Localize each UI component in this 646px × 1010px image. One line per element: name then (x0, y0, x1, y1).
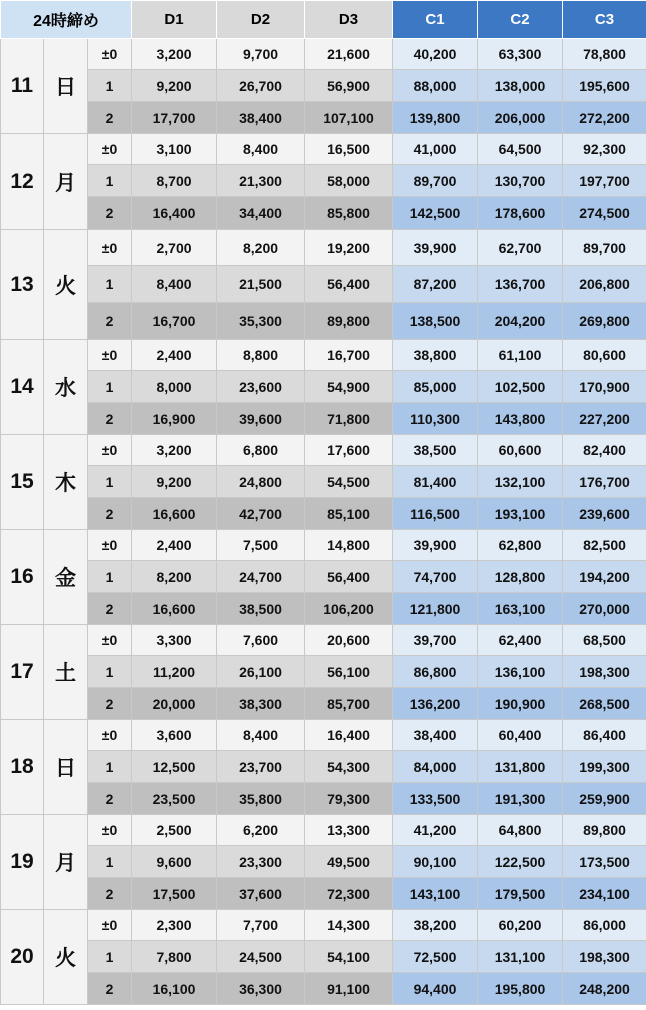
table-row (1, 435, 646, 466)
value-cell: 8,400 (217, 134, 305, 165)
date-cell: 18 (1, 720, 44, 815)
col-header-d3: D3 (305, 1, 393, 39)
value-cell: 136,700 (478, 266, 563, 303)
value-cell: 8,400 (217, 720, 305, 751)
table-row (1, 878, 646, 910)
value-cell: 259,900 (563, 783, 646, 815)
value-cell: 24,800 (217, 466, 305, 498)
value-cell: 206,800 (563, 266, 646, 303)
value-cell: 131,800 (478, 751, 563, 783)
date-cell: 13 (1, 230, 44, 340)
table-row (1, 165, 646, 197)
value-cell: 49,500 (305, 846, 393, 878)
weekday-cell: 月 (44, 134, 88, 230)
value-cell: 21,600 (305, 39, 393, 70)
value-cell: 80,600 (563, 340, 646, 371)
value-cell: 56,900 (305, 70, 393, 102)
value-cell: 79,300 (305, 783, 393, 815)
value-cell: 3,600 (132, 720, 217, 751)
value-cell: 131,100 (478, 941, 563, 973)
value-cell: 14,300 (305, 910, 393, 941)
value-cell: 16,600 (132, 498, 217, 530)
value-cell: 16,400 (305, 720, 393, 751)
value-cell: 90,100 (393, 846, 478, 878)
level-cell: 1 (88, 466, 132, 498)
value-cell: 35,800 (217, 783, 305, 815)
level-cell: 2 (88, 102, 132, 134)
value-cell: 56,400 (305, 561, 393, 593)
value-cell: 38,300 (217, 688, 305, 720)
value-cell: 197,700 (563, 165, 646, 197)
level-cell: 1 (88, 165, 132, 197)
value-cell: 8,700 (132, 165, 217, 197)
value-cell: 136,100 (478, 656, 563, 688)
level-cell: 1 (88, 846, 132, 878)
table-row (1, 941, 646, 973)
value-cell: 8,400 (132, 266, 217, 303)
value-cell: 38,400 (393, 720, 478, 751)
value-cell: 3,100 (132, 134, 217, 165)
table-row (1, 910, 646, 941)
value-cell: 86,000 (563, 910, 646, 941)
table-row (1, 625, 646, 656)
value-cell: 143,800 (478, 403, 563, 435)
value-cell: 23,500 (132, 783, 217, 815)
value-cell: 62,700 (478, 230, 563, 266)
value-cell: 122,500 (478, 846, 563, 878)
value-cell: 56,400 (305, 266, 393, 303)
table-row (1, 656, 646, 688)
value-cell: 138,500 (393, 303, 478, 340)
table-row (1, 751, 646, 783)
table-row (1, 466, 646, 498)
value-cell: 6,800 (217, 435, 305, 466)
col-header-c3: C3 (563, 1, 646, 39)
value-cell: 16,100 (132, 973, 217, 1005)
level-cell: 1 (88, 266, 132, 303)
value-cell: 133,500 (393, 783, 478, 815)
table-row (1, 102, 646, 134)
value-cell: 72,300 (305, 878, 393, 910)
level-cell: ±0 (88, 435, 132, 466)
value-cell: 81,400 (393, 466, 478, 498)
value-cell: 40,200 (393, 39, 478, 70)
table-row (1, 39, 646, 70)
table-row (1, 846, 646, 878)
level-cell: 1 (88, 656, 132, 688)
value-cell: 136,200 (393, 688, 478, 720)
value-cell: 7,600 (217, 625, 305, 656)
value-cell: 60,400 (478, 720, 563, 751)
value-cell: 274,500 (563, 197, 646, 230)
value-cell: 17,700 (132, 102, 217, 134)
value-cell: 9,200 (132, 466, 217, 498)
level-cell: 2 (88, 973, 132, 1005)
value-cell: 92,300 (563, 134, 646, 165)
value-cell: 16,600 (132, 593, 217, 625)
table-row (1, 973, 646, 1005)
level-cell: 1 (88, 561, 132, 593)
table-row (1, 197, 646, 230)
weekday-cell: 土 (44, 625, 88, 720)
value-cell: 94,400 (393, 973, 478, 1005)
table-row (1, 720, 646, 751)
value-cell: 64,500 (478, 134, 563, 165)
value-cell: 3,300 (132, 625, 217, 656)
level-cell: 2 (88, 783, 132, 815)
value-cell: 24,500 (217, 941, 305, 973)
value-cell: 38,200 (393, 910, 478, 941)
value-cell: 54,300 (305, 751, 393, 783)
level-cell: 1 (88, 371, 132, 403)
value-cell: 84,000 (393, 751, 478, 783)
value-cell: 88,000 (393, 70, 478, 102)
value-cell: 176,700 (563, 466, 646, 498)
date-cell: 14 (1, 340, 44, 435)
value-cell: 8,800 (217, 340, 305, 371)
value-cell: 2,500 (132, 815, 217, 846)
table-row (1, 303, 646, 340)
value-cell: 23,700 (217, 751, 305, 783)
value-cell: 62,400 (478, 625, 563, 656)
level-cell: ±0 (88, 625, 132, 656)
weekday-cell: 木 (44, 435, 88, 530)
value-cell: 13,300 (305, 815, 393, 846)
value-cell: 128,800 (478, 561, 563, 593)
value-cell: 85,000 (393, 371, 478, 403)
col-header-d2: D2 (217, 1, 305, 39)
value-cell: 82,400 (563, 435, 646, 466)
weekday-cell: 日 (44, 720, 88, 815)
level-cell: ±0 (88, 340, 132, 371)
col-header-c1: C1 (393, 1, 478, 39)
value-cell: 239,600 (563, 498, 646, 530)
value-cell: 20,600 (305, 625, 393, 656)
value-cell: 16,900 (132, 403, 217, 435)
value-cell: 179,500 (478, 878, 563, 910)
value-cell: 20,000 (132, 688, 217, 720)
value-cell: 41,200 (393, 815, 478, 846)
value-cell: 116,500 (393, 498, 478, 530)
level-cell: 1 (88, 751, 132, 783)
weekday-cell: 水 (44, 340, 88, 435)
value-cell: 39,700 (393, 625, 478, 656)
value-cell: 37,600 (217, 878, 305, 910)
value-cell: 248,200 (563, 973, 646, 1005)
value-cell: 23,600 (217, 371, 305, 403)
level-cell: 2 (88, 593, 132, 625)
table-row (1, 815, 646, 846)
value-cell: 178,600 (478, 197, 563, 230)
level-cell: ±0 (88, 720, 132, 751)
value-cell: 14,800 (305, 530, 393, 561)
value-cell: 38,500 (217, 593, 305, 625)
value-cell: 85,700 (305, 688, 393, 720)
value-cell: 56,100 (305, 656, 393, 688)
value-cell: 74,700 (393, 561, 478, 593)
value-cell: 17,500 (132, 878, 217, 910)
value-cell: 23,300 (217, 846, 305, 878)
level-cell: ±0 (88, 230, 132, 266)
value-cell: 39,600 (217, 403, 305, 435)
value-cell: 78,800 (563, 39, 646, 70)
value-cell: 3,200 (132, 435, 217, 466)
level-cell: 2 (88, 498, 132, 530)
value-cell: 64,800 (478, 815, 563, 846)
table-row (1, 530, 646, 561)
value-cell: 139,800 (393, 102, 478, 134)
level-cell: ±0 (88, 134, 132, 165)
value-cell: 272,200 (563, 102, 646, 134)
value-cell: 38,400 (217, 102, 305, 134)
table-row (1, 70, 646, 102)
value-cell: 91,100 (305, 973, 393, 1005)
header-row (1, 1, 646, 39)
value-cell: 195,600 (563, 70, 646, 102)
value-cell: 8,200 (217, 230, 305, 266)
value-cell: 110,300 (393, 403, 478, 435)
value-cell: 143,100 (393, 878, 478, 910)
level-cell: ±0 (88, 815, 132, 846)
weekday-cell: 火 (44, 910, 88, 1005)
value-cell: 132,100 (478, 466, 563, 498)
value-cell: 86,800 (393, 656, 478, 688)
value-cell: 9,700 (217, 39, 305, 70)
value-cell: 60,200 (478, 910, 563, 941)
value-cell: 138,000 (478, 70, 563, 102)
value-cell: 26,100 (217, 656, 305, 688)
weekday-cell: 月 (44, 815, 88, 910)
value-cell: 54,500 (305, 466, 393, 498)
value-cell: 6,200 (217, 815, 305, 846)
value-cell: 9,600 (132, 846, 217, 878)
table-row (1, 266, 646, 303)
value-cell: 21,500 (217, 266, 305, 303)
value-cell: 170,900 (563, 371, 646, 403)
level-cell: 2 (88, 303, 132, 340)
value-cell: 269,800 (563, 303, 646, 340)
value-cell: 204,200 (478, 303, 563, 340)
value-cell: 86,400 (563, 720, 646, 751)
value-cell: 268,500 (563, 688, 646, 720)
table-row (1, 230, 646, 266)
value-cell: 12,500 (132, 751, 217, 783)
value-cell: 60,600 (478, 435, 563, 466)
value-cell: 62,800 (478, 530, 563, 561)
value-cell: 206,000 (478, 102, 563, 134)
value-cell: 63,300 (478, 39, 563, 70)
value-cell: 39,900 (393, 230, 478, 266)
value-cell: 102,500 (478, 371, 563, 403)
table-row (1, 371, 646, 403)
value-cell: 270,000 (563, 593, 646, 625)
value-cell: 198,300 (563, 656, 646, 688)
value-cell: 173,500 (563, 846, 646, 878)
value-cell: 2,400 (132, 530, 217, 561)
value-cell: 68,500 (563, 625, 646, 656)
level-cell: 2 (88, 403, 132, 435)
table-row (1, 561, 646, 593)
value-cell: 163,100 (478, 593, 563, 625)
value-cell: 7,800 (132, 941, 217, 973)
level-cell: 1 (88, 70, 132, 102)
value-cell: 107,100 (305, 102, 393, 134)
level-cell: 1 (88, 941, 132, 973)
value-cell: 72,500 (393, 941, 478, 973)
value-cell: 42,700 (217, 498, 305, 530)
value-cell: 85,800 (305, 197, 393, 230)
table-row (1, 340, 646, 371)
value-cell: 7,500 (217, 530, 305, 561)
value-cell: 8,200 (132, 561, 217, 593)
value-cell: 190,900 (478, 688, 563, 720)
weekday-cell: 火 (44, 230, 88, 340)
value-cell: 17,600 (305, 435, 393, 466)
value-cell: 41,000 (393, 134, 478, 165)
table-row (1, 688, 646, 720)
value-cell: 38,800 (393, 340, 478, 371)
value-cell: 24,700 (217, 561, 305, 593)
value-cell: 121,800 (393, 593, 478, 625)
level-cell: ±0 (88, 39, 132, 70)
value-cell: 16,500 (305, 134, 393, 165)
value-cell: 19,200 (305, 230, 393, 266)
table-row (1, 403, 646, 435)
value-cell: 54,900 (305, 371, 393, 403)
value-cell: 26,700 (217, 70, 305, 102)
level-cell: 2 (88, 878, 132, 910)
value-cell: 194,200 (563, 561, 646, 593)
date-cell: 12 (1, 134, 44, 230)
col-header-c2: C2 (478, 1, 563, 39)
value-cell: 89,700 (563, 230, 646, 266)
date-cell: 19 (1, 815, 44, 910)
value-cell: 193,100 (478, 498, 563, 530)
level-cell: 2 (88, 688, 132, 720)
value-cell: 21,300 (217, 165, 305, 197)
weekday-cell: 金 (44, 530, 88, 625)
value-cell: 16,400 (132, 197, 217, 230)
value-cell: 227,200 (563, 403, 646, 435)
value-cell: 3,200 (132, 39, 217, 70)
value-cell: 85,100 (305, 498, 393, 530)
table-row (1, 593, 646, 625)
date-cell: 15 (1, 435, 44, 530)
level-cell: ±0 (88, 530, 132, 561)
value-cell: 142,500 (393, 197, 478, 230)
value-cell: 199,300 (563, 751, 646, 783)
value-cell: 234,100 (563, 878, 646, 910)
table-row (1, 783, 646, 815)
level-cell: 2 (88, 197, 132, 230)
value-cell: 130,700 (478, 165, 563, 197)
value-cell: 87,200 (393, 266, 478, 303)
value-cell: 106,200 (305, 593, 393, 625)
value-cell: 89,700 (393, 165, 478, 197)
value-cell: 39,900 (393, 530, 478, 561)
value-cell: 198,300 (563, 941, 646, 973)
value-cell: 11,200 (132, 656, 217, 688)
value-cell: 38,500 (393, 435, 478, 466)
cutoff-label: 24時締め (1, 1, 132, 39)
date-cell: 11 (1, 39, 44, 134)
value-cell: 34,400 (217, 197, 305, 230)
value-cell: 54,100 (305, 941, 393, 973)
value-cell: 82,500 (563, 530, 646, 561)
value-cell: 71,800 (305, 403, 393, 435)
date-cell: 16 (1, 530, 44, 625)
value-cell: 35,300 (217, 303, 305, 340)
value-cell: 58,000 (305, 165, 393, 197)
value-cell: 9,200 (132, 70, 217, 102)
value-cell: 2,400 (132, 340, 217, 371)
date-cell: 17 (1, 625, 44, 720)
value-cell: 195,800 (478, 973, 563, 1005)
date-cell: 20 (1, 910, 44, 1005)
value-cell: 61,100 (478, 340, 563, 371)
table-body (1, 39, 646, 1005)
value-cell: 2,700 (132, 230, 217, 266)
table-row (1, 134, 646, 165)
value-cell: 89,800 (305, 303, 393, 340)
value-cell: 2,300 (132, 910, 217, 941)
col-header-d1: D1 (132, 1, 217, 39)
value-cell: 8,000 (132, 371, 217, 403)
table-row (1, 498, 646, 530)
level-cell: ±0 (88, 910, 132, 941)
value-cell: 7,700 (217, 910, 305, 941)
value-cell: 89,800 (563, 815, 646, 846)
value-cell: 36,300 (217, 973, 305, 1005)
value-cell: 16,700 (132, 303, 217, 340)
value-cell: 16,700 (305, 340, 393, 371)
weekday-cell: 日 (44, 39, 88, 134)
value-cell: 191,300 (478, 783, 563, 815)
